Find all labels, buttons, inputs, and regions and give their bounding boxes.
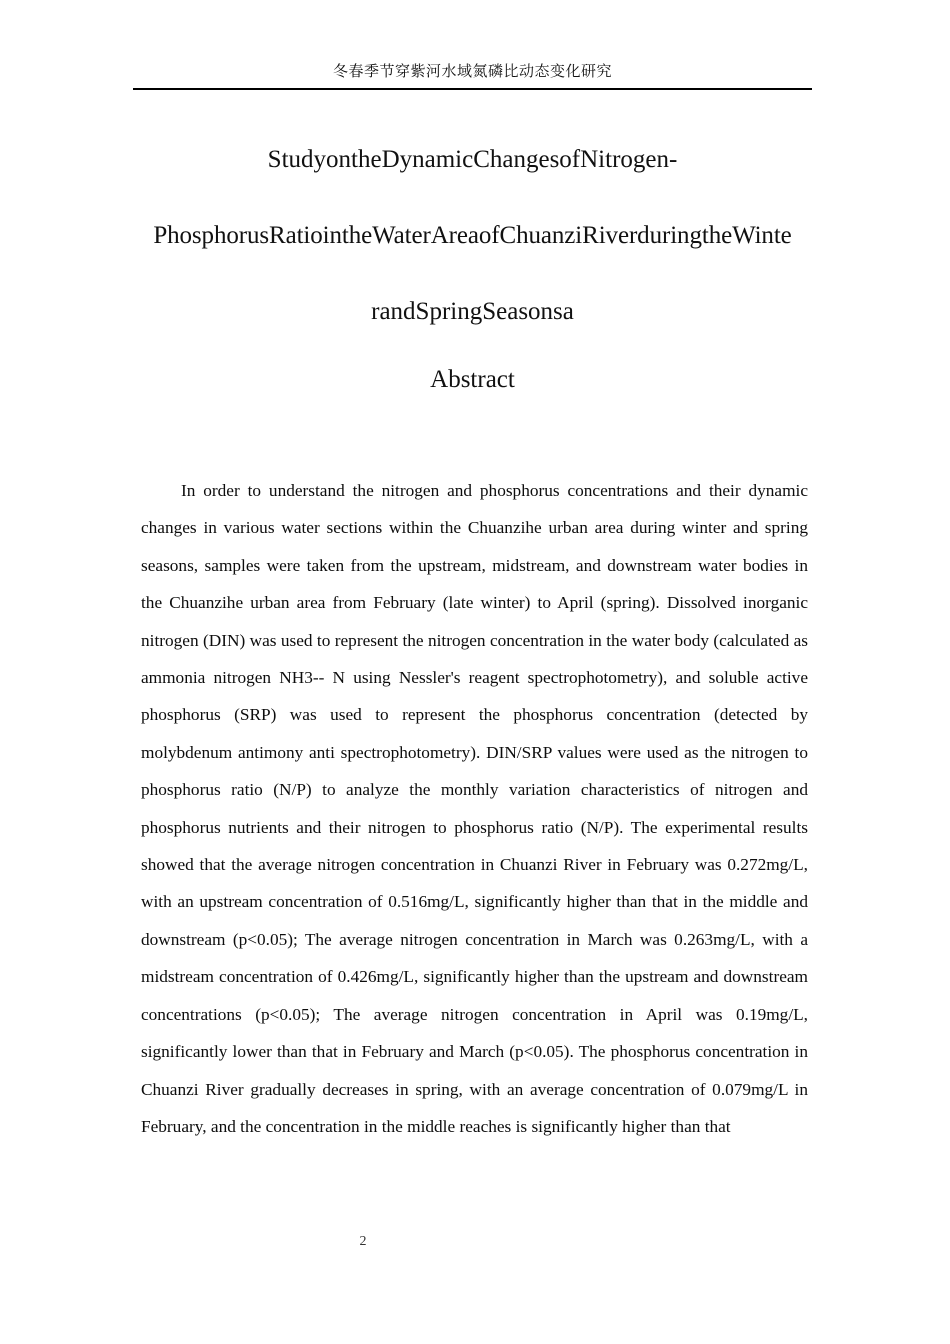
abstract-body (141, 472, 808, 1145)
header-divider-rule (133, 88, 812, 90)
title-line-2: PhosphorusRatiointheWaterAreaofChuanziRiverduringtheWinte (153, 222, 792, 249)
title-line-3: randSpringSeasonsa (371, 298, 574, 325)
title-line-1: StudyontheDynamicChangesofNitrogen- (267, 146, 678, 173)
running-header-title: 冬春季节穿紫河水域氮磷比动态变化研究 (332, 62, 612, 80)
running-header (133, 58, 812, 90)
abstract-paragraph: In order to understand the nitrogen and phosphorus concentrations and their dynamic changes in various water sections within the Chuanzihe urban area during winter and spring seasons, samples were taken from the upstream, midstream, and downstream water bodies in the Chuanzihe urban area from February (late winter) to April (spring). Dissolved inorganic nitrogen (DIN) was used to represent the nitrogen concentration in the water body (calculated as ammonia nitrogen NH3-- N using Nessler's reagent spectrophotometry), and soluble active phosphorus (SRP) was used to represent the phosphorus concentration (detected by molybdenum antimony anti spectrophotometry). DIN/SRP values were used as the nitrogen to phosphorus ratio (N/P) to analyze the monthly variation characteristics of nitrogen and phosphorus nutrients and their nitrogen to phosphorus ratio (N/P). The experimental results showed that the average nitrogen concentration in Chuanzi River in February was 0.272mg/L, with an upstream concentration of 0.516mg/L, significantly higher than that in the middle and downstream (p<0.05); The average nitrogen concentration in March was 0.263mg/L, with a midstream concentration of 0.426mg/L, significantly higher than the upstream and downstream concentrations (p<0.05); The average nitrogen concentration in April was 0.19mg/L, significantly lower than that in February and March (p<0.05). The phosphorus concentration in Chuanzi River gradually decreases in spring, with an average concentration of 0.079mg/L in February, and the concentration in the middle reaches is significantly higher than that (141, 481, 808, 1136)
document-title (133, 122, 812, 350)
page-number: 2 (359, 1234, 367, 1249)
abstract-heading: Abstract (430, 366, 515, 393)
